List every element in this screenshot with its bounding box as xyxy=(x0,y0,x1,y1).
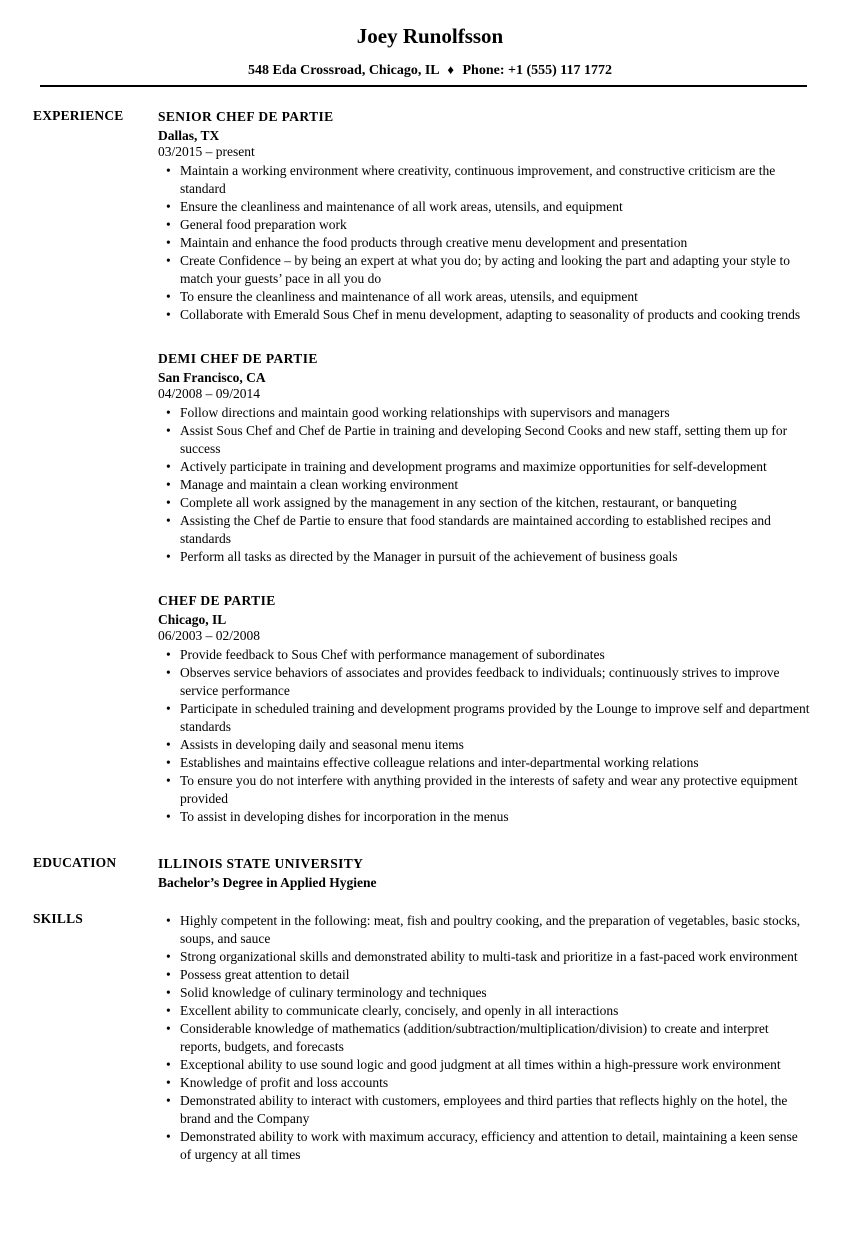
contact-address: 548 Eda Crossroad, Chicago, IL xyxy=(247,63,439,78)
section-label-skills: SKILLS xyxy=(33,911,83,926)
section-label-education: EDUCATION xyxy=(33,855,117,870)
bullet-item: • Demonstrated ability to interact with customers, employees and third parties that reflects highly on the hotel, the brand and the Company xyxy=(158,1092,810,1128)
skills-bullet-list xyxy=(158,912,810,1164)
education-degree: Bachelor’s Degree in Applied Hygiene xyxy=(158,875,377,890)
resume-header xyxy=(0,24,860,87)
bullet-item: • Follow directions and maintain good working relationships with supervisors and managers xyxy=(158,404,810,422)
diamond-separator-icon: ♦ xyxy=(447,62,454,77)
bullet-item: • To ensure you do not interfere with anything provided in the interests of safety and wear any protective equipment provided xyxy=(158,772,810,808)
job-dates: 03/2015 – present xyxy=(158,144,255,159)
job-dates: 04/2008 – 09/2014 xyxy=(158,386,261,401)
job-bullet-list xyxy=(158,646,810,826)
education-school: ILLINOIS STATE UNIVERSITY xyxy=(158,856,364,871)
bullet-item: • Perform all tasks as directed by the Manager in pursuit of the achievement of business goals xyxy=(158,548,810,566)
job-dates: 06/2003 – 02/2008 xyxy=(158,628,261,643)
contact-phone: Phone: +1 (555) 117 1772 xyxy=(462,63,613,78)
section-label-experience: EXPERIENCE xyxy=(33,108,124,123)
header-rule xyxy=(40,85,807,87)
person-name: Joey Runolfsson xyxy=(356,24,504,48)
skills-content xyxy=(158,910,810,1164)
bullet-item: • Considerable knowledge of mathematics (addition/subtraction/multiplication/division) to create and interpret reports, budgets, and forecasts xyxy=(158,1020,810,1056)
bullet-item: • Possess great attention to detail xyxy=(158,966,810,984)
job-location: Chicago, IL xyxy=(158,612,227,627)
job-entry xyxy=(158,107,810,324)
bullet-item: • Collaborate with Emerald Sous Chef in menu development, adapting to seasonality of products and cooking trends xyxy=(158,306,810,324)
bullet-item: • Create Confidence – by being an expert at what you do; by acting and looking the part and adapting your style to match your guests’ pace in all you do xyxy=(158,252,810,288)
contact-line xyxy=(0,61,860,79)
bullet-item: • Maintain and enhance the food products through creative menu development and presentation xyxy=(158,234,810,252)
bullet-item: • Maintain a working environment where creativity, continuous improvement, and constructive criticism are the standard xyxy=(158,162,810,198)
section-experience xyxy=(0,107,860,826)
bullet-item: • To ensure the cleanliness and maintenance of all work areas, utensils, and equipment xyxy=(158,288,810,306)
bullet-item: • Establishes and maintains effective colleague relations and inter-departmental working relations xyxy=(158,754,810,772)
bullet-item: • Exceptional ability to use sound logic and good judgment at all times within a high-pressure work environment xyxy=(158,1056,810,1074)
education-content xyxy=(158,854,810,892)
bullet-item: • Assisting the Chef de Partie to ensure that food standards are maintained according to established recipes and standards xyxy=(158,512,810,548)
job-entry xyxy=(158,591,810,826)
bullet-item: • General food preparation work xyxy=(158,216,810,234)
job-entry xyxy=(158,349,810,566)
section-education xyxy=(0,854,860,892)
bullet-item: • Observes service behaviors of associates and provides feedback to individuals; continuously strives to improve service performance xyxy=(158,664,810,700)
bullet-item: • Knowledge of profit and loss accounts xyxy=(158,1074,810,1092)
job-title: CHEF DE PARTIE xyxy=(158,593,276,608)
bullet-item: • Manage and maintain a clean working environment xyxy=(158,476,810,494)
bullet-item: • Assist Sous Chef and Chef de Partie in training and developing Second Cooks and new staff, setting them up for success xyxy=(158,422,810,458)
job-title: DEMI CHEF DE PARTIE xyxy=(158,351,318,366)
bullet-item: • Excellent ability to communicate clearly, concisely, and openly in all interactions xyxy=(158,1002,810,1020)
job-location: Dallas, TX xyxy=(158,128,220,143)
experience-content xyxy=(158,107,810,826)
bullet-item: • Assists in developing daily and seasonal menu items xyxy=(158,736,810,754)
bullet-item: • Actively participate in training and development programs and maximize opportunities for self-development xyxy=(158,458,810,476)
section-skills xyxy=(0,910,860,1164)
job-title: SENIOR CHEF DE PARTIE xyxy=(158,109,334,124)
bullet-item: • Complete all work assigned by the management in any section of the kitchen, restaurant, or banqueting xyxy=(158,494,810,512)
bullet-item: • Provide feedback to Sous Chef with performance management of subordinates xyxy=(158,646,810,664)
bullet-item: • Demonstrated ability to work with maximum accuracy, efficiency and attention to detail, maintaining a keen sense of urgency at all times xyxy=(158,1128,810,1164)
bullet-item: • Solid knowledge of culinary terminology and techniques xyxy=(158,984,810,1002)
bullet-item: • To assist in developing dishes for incorporation in the menus xyxy=(158,808,810,826)
job-location: San Francisco, CA xyxy=(158,370,266,385)
job-bullet-list xyxy=(158,404,810,566)
bullet-item: • Strong organizational skills and demonstrated ability to multi-task and prioritize in a fast-paced work environment xyxy=(158,948,810,966)
bullet-item: • Participate in scheduled training and development programs provided by the Lounge to improve self and department standards xyxy=(158,700,810,736)
job-bullet-list xyxy=(158,162,810,324)
bullet-item: • Ensure the cleanliness and maintenance of all work areas, utensils, and equipment xyxy=(158,198,810,216)
bullet-item: • Highly competent in the following: meat, fish and poultry cooking, and the preparation of vegetables, basic stocks, soups, and sauce xyxy=(158,912,810,948)
